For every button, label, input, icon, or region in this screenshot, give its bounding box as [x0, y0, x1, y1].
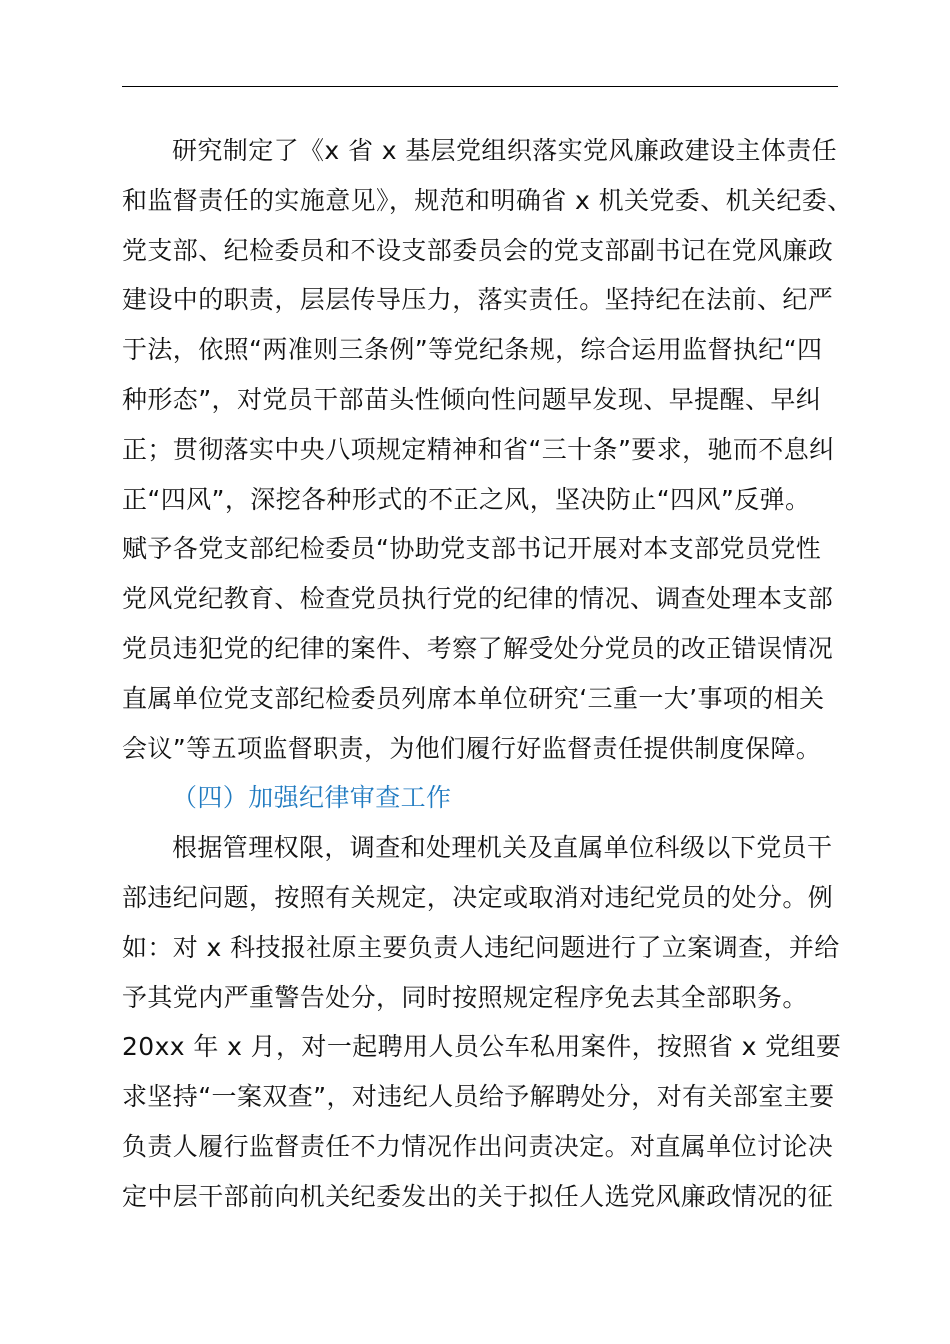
text-line: 求坚持“一案双查”，对违纪人员给予解聘处分，对有关部室主要 [122, 1082, 835, 1112]
text-line: 于法，依照“两准则三条例”等党纪条规，综合运用监督执纪“四 [122, 335, 823, 365]
text-line: 建设中的职责，层层传导压力，落实责任。坚持纪在法前、纪严 [122, 285, 834, 315]
text-line: 赋予各党支部纪检委员“协助党支部书记开展对本支部党员党性 [122, 534, 822, 564]
document-body [122, 126, 853, 1222]
text-line: 正“四风”，深挖各种形式的不正之风，坚决防止“四风”反弹。 [122, 484, 811, 514]
text-line: 研究制定了《x 省 x 基层党组织落实党风廉政建设主体责任 [172, 136, 838, 165]
header-rule [122, 86, 838, 87]
text-line: 会议”等五项监督职责，为他们履行好监督责任提供制度保障。 [122, 733, 822, 763]
text-line: 直属单位党支部纪检委员列席本单位研究‘三重一大’事项的相关 [122, 683, 825, 713]
text-line: 和监督责任的实施意见》，规范和明确省 x 机关党委、机关纪委、 [122, 185, 853, 215]
text-line: 党员违犯党的纪律的案件、考察了解受处分党员的改正错误情况 [122, 633, 834, 663]
text-line: 根据管理权限，调查和处理机关及直属单位科级以下党员干 [172, 833, 833, 863]
section-heading: （四）加强纪律审查工作 [172, 783, 452, 813]
text-line: 20xx 年 x 月，对一起聘用人员公车私用案件，按照省 x 党组要 [122, 1032, 842, 1062]
text-line: 党风党纪教育、检查党员执行党的纪律的情况、调查处理本支部 [122, 584, 834, 614]
text-line: 予其党内严重警告处分，同时按照规定程序免去其全部职务。 [122, 982, 808, 1012]
text-line: 党支部、纪检委员和不设支部委员会的党支部副书记在党风廉政 [122, 235, 834, 265]
text-line: 定中层干部前向机关纪委发出的关于拟任人选党风廉政情况的征 [122, 1181, 834, 1211]
text-line: 负责人履行监督责任不力情况作出问责决定。对直属单位讨论决 [122, 1131, 834, 1161]
text-line: 如：对 x 科技报社原主要负责人违纪问题进行了立案调查，并给 [122, 932, 840, 962]
text-line: 正；贯彻落实中央八项规定精神和省“三十条”要求，驰而不息纠 [122, 434, 835, 464]
text-line: 种形态”，对党员干部苗头性倾向性问题早发现、早提醒、早纠 [122, 384, 822, 414]
text-line: 部违纪问题，按照有关规定，决定或取消对违纪党员的处分。例 [122, 882, 834, 912]
